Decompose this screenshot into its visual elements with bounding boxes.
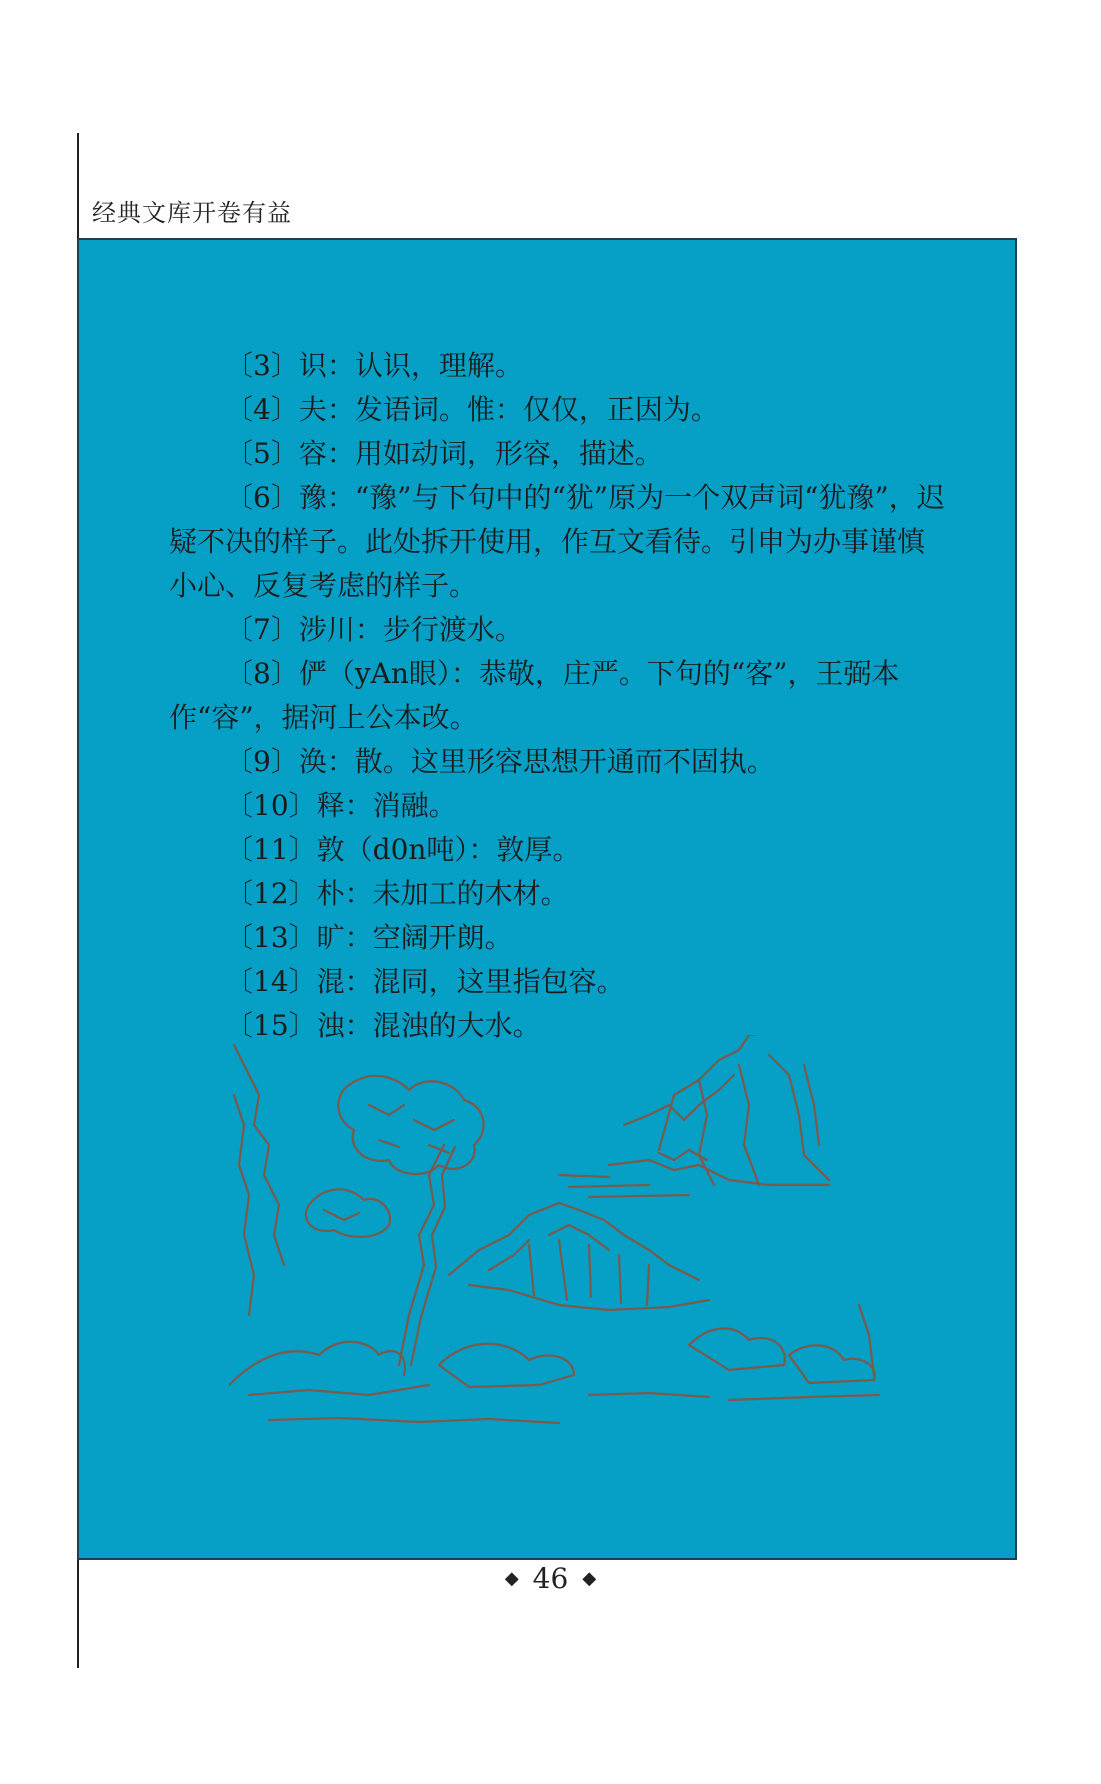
note-item: 〔10〕释：消融。 — [225, 789, 457, 822]
landscape-illustration — [229, 1035, 889, 1455]
note-item: 〔8〕俨（yAn眼）：恭敬，庄严。下句的“客”，王弼本作“容”，据河上公本改。 — [169, 657, 900, 734]
distant-cliffs — [559, 1035, 829, 1197]
foreground-rocks — [229, 1305, 879, 1423]
note-item: 〔3〕识：认识，理解。 — [225, 349, 523, 382]
note-item: 〔4〕夫：发语词。惟：仅仅，正因为。 — [225, 393, 719, 426]
note-item: 〔7〕涉川：步行渡水。 — [225, 613, 523, 646]
note-item: 〔5〕容：用如动词，形容，描述。 — [225, 437, 663, 470]
note-item: 〔9〕涣：散。这里形容思想开通而不固执。 — [225, 745, 775, 778]
diamond-ornament-icon: ◆ — [582, 1568, 597, 1589]
note-item: 〔12〕朴：未加工的木材。 — [225, 877, 569, 910]
running-title: 经典文库开卷有益 — [92, 199, 292, 227]
page-footer — [0, 1562, 1101, 1595]
note-item: 〔11〕敦（d0n吨）：敦厚。 — [225, 833, 581, 866]
page-number: 46 — [532, 1562, 569, 1595]
pine-tree — [306, 1076, 484, 1365]
note-item: 〔15〕浊：混浊的大水。 — [225, 1009, 541, 1042]
note-item: 〔14〕混：混同，这里指包容。 — [225, 965, 625, 998]
diamond-ornament-icon: ◆ — [504, 1568, 519, 1589]
note-item: 〔6〕豫：“豫”与下句中的“犹”原为一个双声词“犹豫”，迟疑不决的样子。此处拆开使用，作互文看待。引申为办事谨慎小心、反复考虑的样子。 — [169, 481, 945, 602]
notes-panel — [77, 238, 1017, 1560]
notes-list — [169, 344, 949, 1048]
central-hills — [449, 1203, 709, 1310]
left-mountain — [234, 1045, 284, 1315]
note-item: 〔13〕旷：空阔开朗。 — [225, 921, 513, 954]
